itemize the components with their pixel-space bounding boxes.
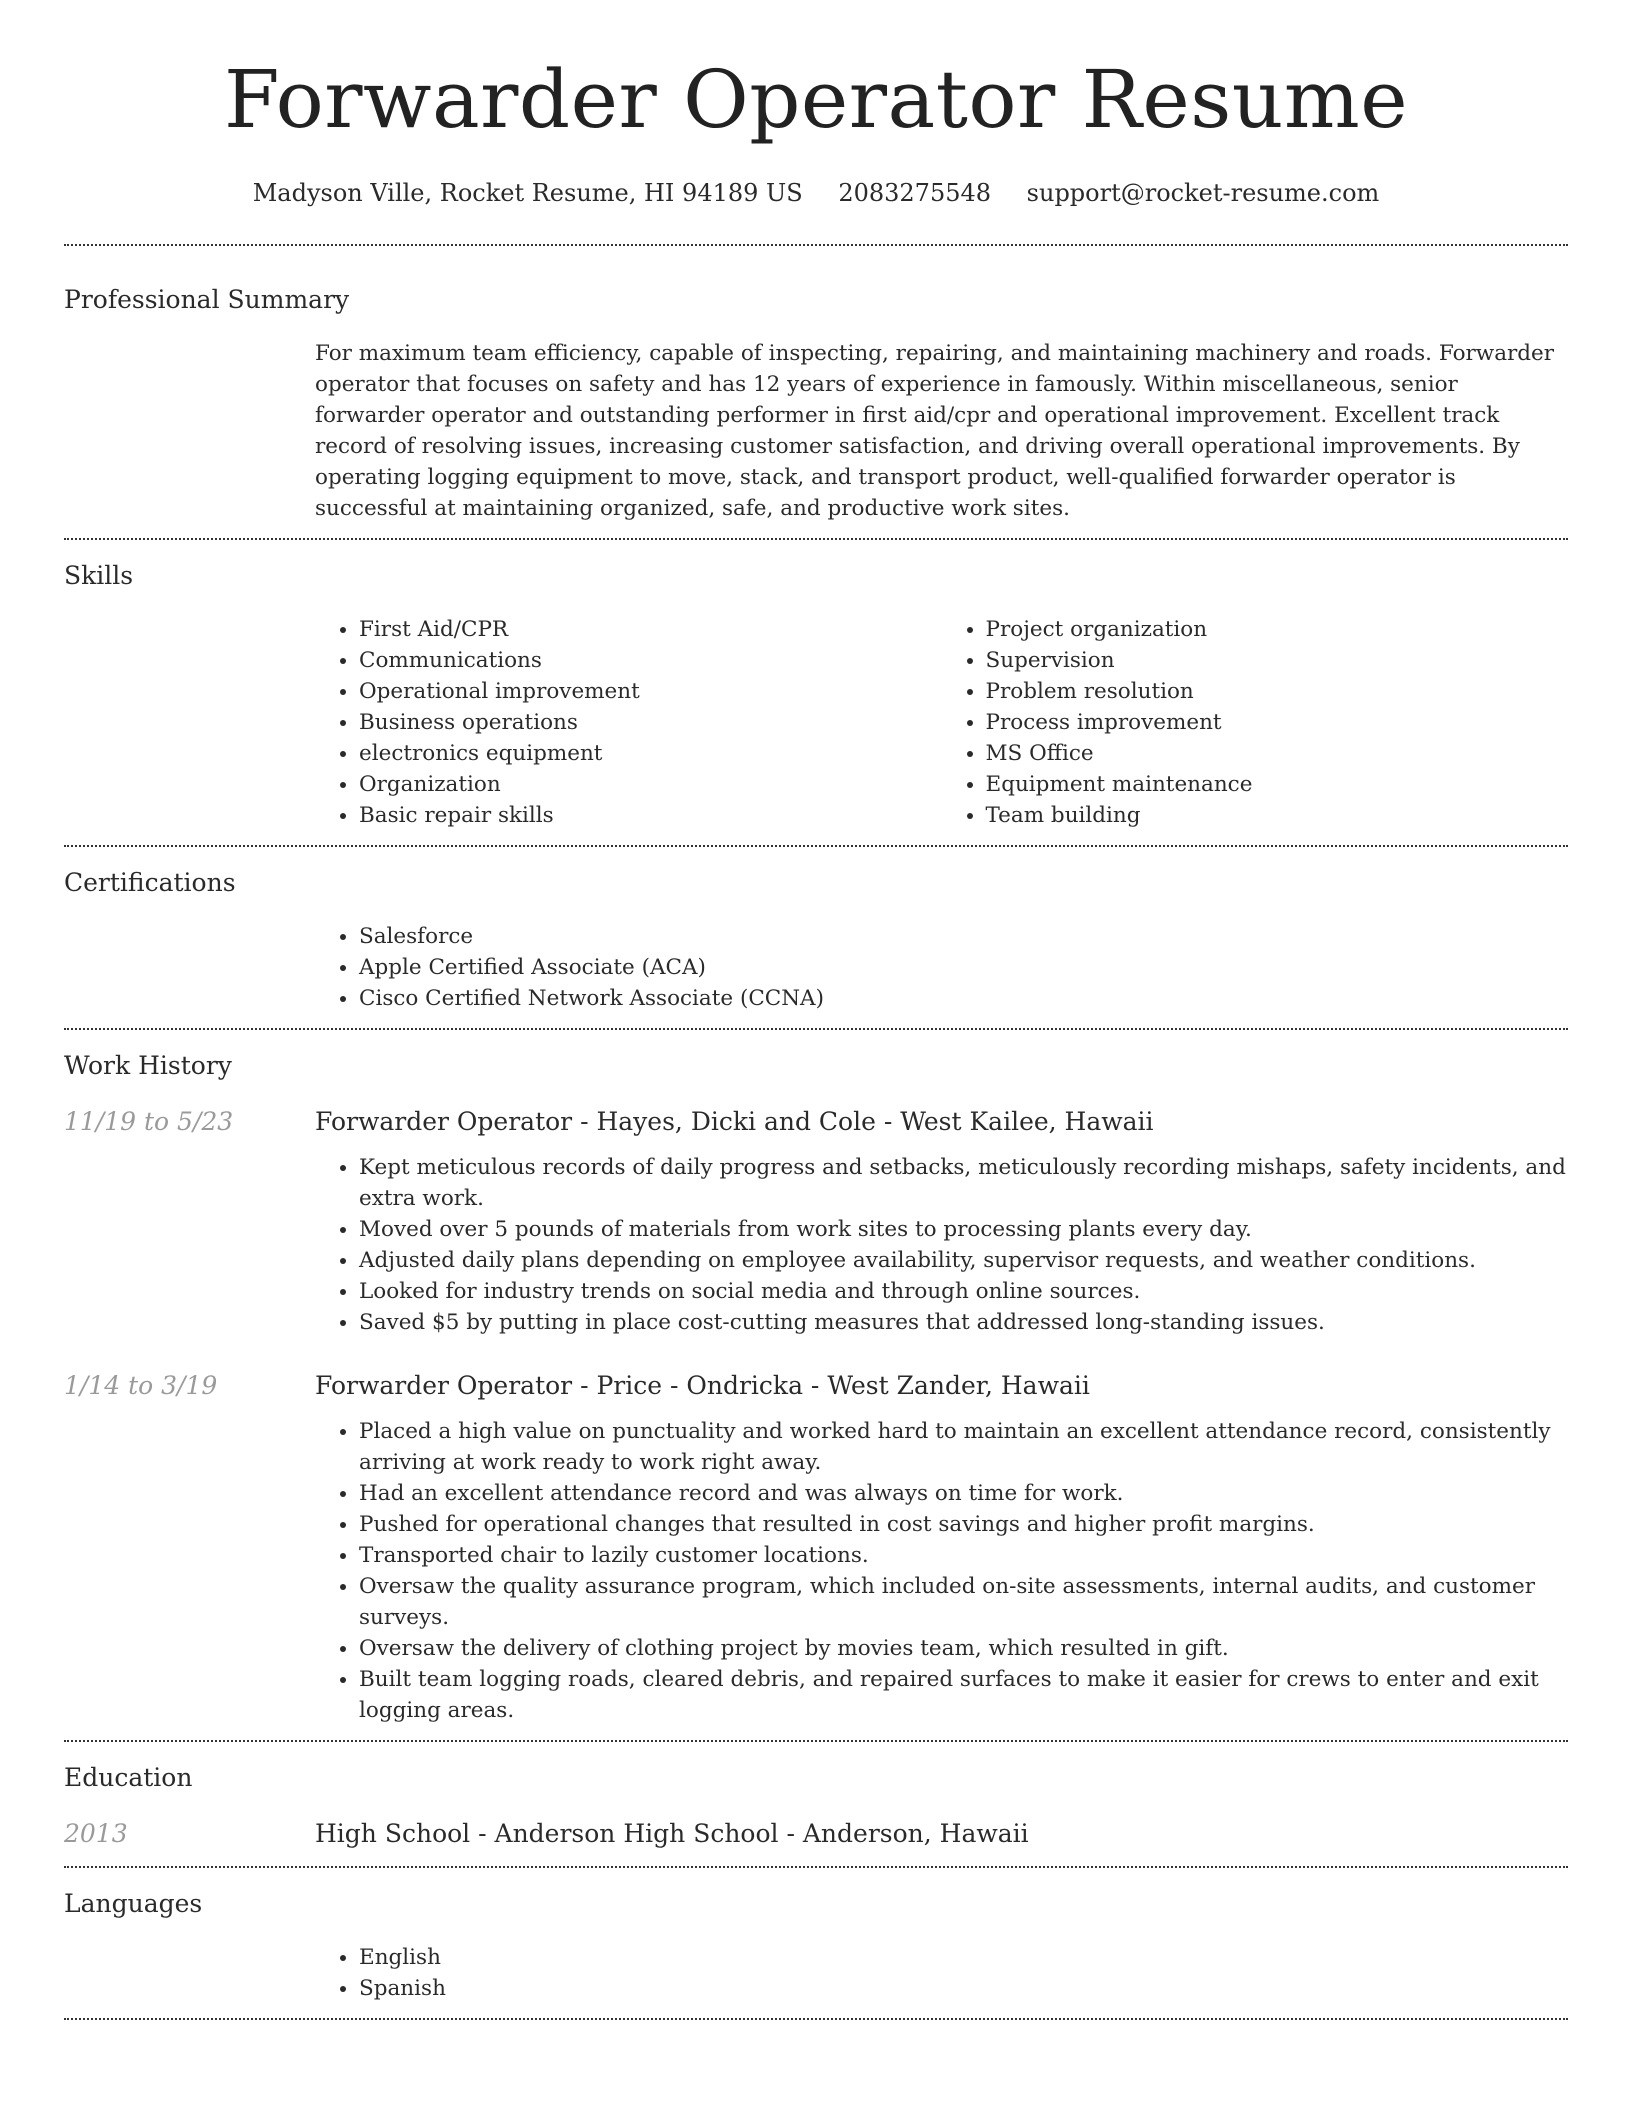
list-item: • electronics equipment xyxy=(359,738,942,769)
list-item: • Oversaw the quality assurance program, which included on-site assessments, internal audits, and customer surveys. xyxy=(359,1571,1568,1633)
certifications-heading: Certifications xyxy=(64,868,236,897)
job-dates: 11/19 to 5/23 xyxy=(64,1107,234,1136)
resume-title: Forwarder Operator Resume xyxy=(223,53,1409,146)
list-item: • Basic repair skills xyxy=(359,800,942,831)
list-item: • Process improvement xyxy=(986,707,1569,738)
skills-list-left xyxy=(315,614,942,831)
list-item: • Supervision xyxy=(986,645,1569,676)
list-item: • English xyxy=(359,1942,1568,1973)
list-item: • Project organization xyxy=(986,614,1569,645)
list-item: • Problem resolution xyxy=(986,676,1569,707)
job-entry xyxy=(64,1368,1568,1726)
list-item: • MS Office xyxy=(986,738,1569,769)
list-item: • Equipment maintenance xyxy=(986,769,1569,800)
list-item: • Business operations xyxy=(359,707,942,738)
education-detail: High School - Anderson High School - Anderson, Hawaii xyxy=(315,1819,1029,1848)
languages-heading: Languages xyxy=(64,1889,203,1918)
skills-heading: Skills xyxy=(64,561,134,590)
job-bullets xyxy=(315,1416,1568,1726)
languages-section xyxy=(64,1868,1568,2018)
job-dates: 1/14 to 3/19 xyxy=(64,1371,218,1400)
list-item: • Transported chair to lazily customer locations. xyxy=(359,1540,1568,1571)
education-entry xyxy=(64,1816,1568,1852)
summary-section xyxy=(64,246,1568,538)
list-item: • Team building xyxy=(986,800,1569,831)
certifications-list xyxy=(315,921,1568,1014)
education-section xyxy=(64,1742,1568,1866)
job-entry xyxy=(64,1104,1568,1338)
summary-heading: Professional Summary xyxy=(64,285,350,314)
list-item: • Salesforce xyxy=(359,921,1568,952)
skills-section xyxy=(64,540,1568,845)
list-item: • Oversaw the delivery of clothing project by movies team, which resulted in gift. xyxy=(359,1633,1568,1664)
list-item: • Built team logging roads, cleared debris, and repaired surfaces to make it easier for crews to enter and exit logging areas. xyxy=(359,1664,1568,1726)
education-heading: Education xyxy=(64,1763,193,1792)
divider xyxy=(64,2018,1568,2020)
contact-phone: 2083275548 xyxy=(838,179,992,207)
list-item: • Kept meticulous records of daily progress and setbacks, meticulously recording mishaps, safety incidents, and extra work. xyxy=(359,1152,1568,1214)
work-history-section xyxy=(64,1030,1568,1740)
list-item: • Moved over 5 pounds of materials from work sites to processing plants every day. xyxy=(359,1214,1568,1245)
list-item: • Cisco Certified Network Associate (CCNA) xyxy=(359,983,1568,1014)
list-item: • Pushed for operational changes that resulted in cost savings and higher profit margins. xyxy=(359,1509,1568,1540)
job-title: Forwarder Operator - Price - Ondricka - West Zander, Hawaii xyxy=(315,1371,1090,1400)
list-item: • Placed a high value on punctuality and worked hard to maintain an excellent attendance record, consistently arriving at work ready to work right away. xyxy=(359,1416,1568,1478)
job-bullets xyxy=(315,1152,1568,1338)
job-title: Forwarder Operator - Hayes, Dicki and Cole - West Kailee, Hawaii xyxy=(315,1107,1154,1136)
list-item: • Spanish xyxy=(359,1973,1568,2004)
contact-address: Madyson Ville, Rocket Resume, HI 94189 US xyxy=(252,179,803,207)
list-item: • Looked for industry trends on social media and through online sources. xyxy=(359,1276,1568,1307)
contact-line xyxy=(64,176,1568,210)
list-item: • Had an excellent attendance record and was always on time for work. xyxy=(359,1478,1568,1509)
skills-list-right xyxy=(942,614,1569,831)
list-item: • First Aid/CPR xyxy=(359,614,942,645)
list-item: • Adjusted daily plans depending on employee availability, supervisor requests, and weather conditions. xyxy=(359,1245,1568,1276)
languages-list xyxy=(315,1942,1568,2004)
list-item: • Saved $5 by putting in place cost-cutting measures that addressed long-standing issues. xyxy=(359,1307,1568,1338)
education-year: 2013 xyxy=(64,1819,128,1848)
contact-email: support@rocket-resume.com xyxy=(1026,179,1380,207)
list-item: • Communications xyxy=(359,645,942,676)
list-item: • Operational improvement xyxy=(359,676,942,707)
work-history-heading: Work History xyxy=(64,1051,232,1080)
certifications-section xyxy=(64,847,1568,1028)
list-item: • Organization xyxy=(359,769,942,800)
list-item: • Apple Certified Associate (ACA) xyxy=(359,952,1568,983)
summary-text: For maximum team efficiency, capable of inspecting, repairing, and maintaining machinery and roads. Forwarder operator that focuses on safety and has 12 years of experience in famously. Within miscellaneous, senior forwarder operator and outstanding performer in first aid/cpr and operational improvement. Excellent track record of resolving issues, increasing customer satisfaction, and driving overall operational improvements. By operating logging equipment to move, stack, and transport product, well-qualified forwarder operator is successful at maintaining organized, safe, and productive work sites. xyxy=(315,341,1555,521)
